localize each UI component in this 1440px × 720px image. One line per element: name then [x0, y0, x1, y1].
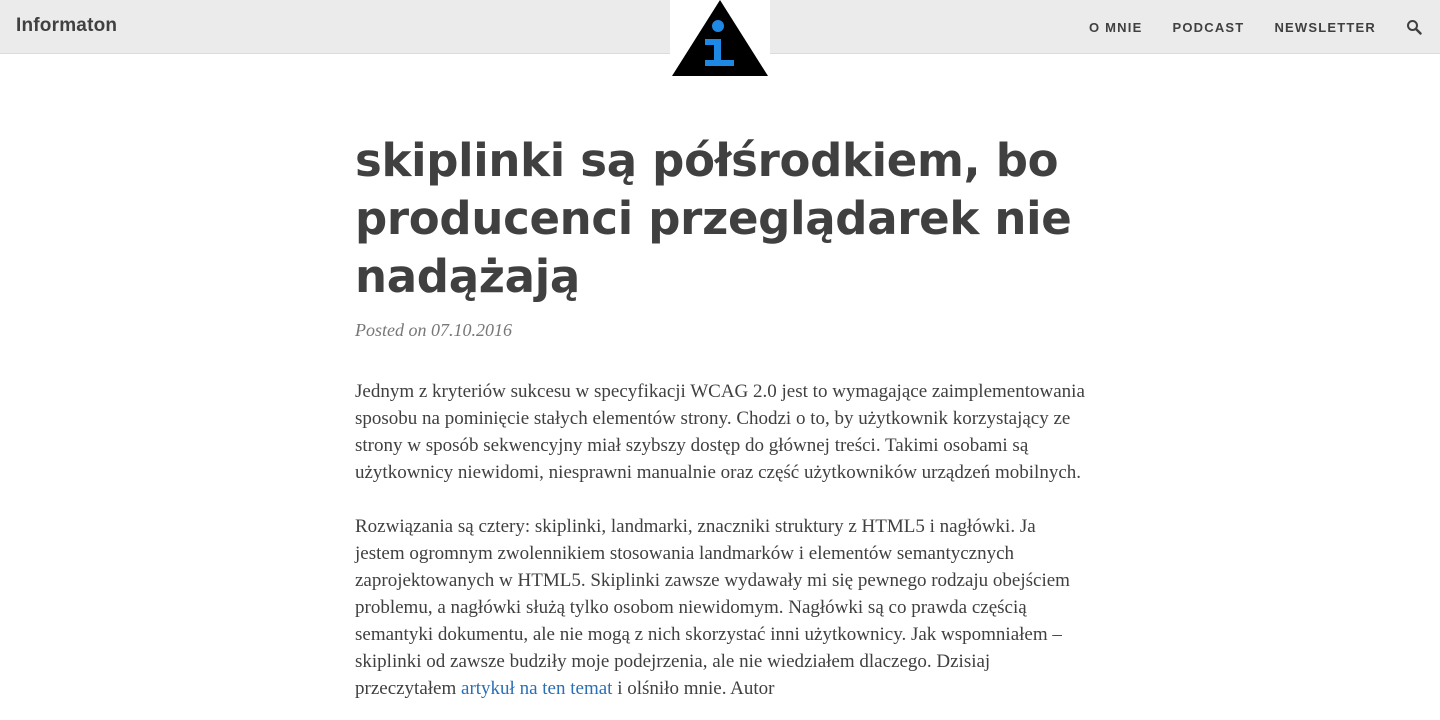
paragraph-2-text-end: i olśniło mnie. Autor: [612, 678, 775, 699]
article-paragraph-2: [355, 513, 1085, 702]
nav-o-mnie[interactable]: O MNIE: [1089, 19, 1143, 35]
post-meta: [355, 320, 1085, 341]
logo-icon: [670, 0, 770, 76]
article-paragraph-1: Jednym z kryteriów sukcesu w specyfikacji WCAG 2.0 jest to wymagające zaimplementowania sposobu na pominięcie stałych elementów strony. Chodzi o to, by użytkownik korzystający ze strony w sposób sekwencyjny miał szybszy dostęp do głównej treści. Takimi osobami są użytkownicy niewidomi, niesprawni manualnie oraz część użytkowników urządzeń mobilnych.: [355, 381, 1085, 483]
site-header: [0, 0, 1440, 54]
posted-label: Posted on: [355, 320, 427, 340]
article: [355, 132, 1085, 702]
article-link[interactable]: artykuł na ten temat: [461, 678, 613, 699]
search-button[interactable]: [1406, 19, 1422, 35]
article-title: skiplinki są półśrodkiem, bo producenci przeglądarek nie nadążają: [355, 134, 1072, 303]
paragraph-2-text: Rozwiązania są cztery: skiplinki, landmarki, znaczniki struktury z HTML5 i nagłówki. Ja jestem ogromnym zwolennikiem stosowania landmarków i elementów semantycznych zaprojektowanych w HTML5. Skiplinki zawsze wydawały mi się pewnego rodzaju obejściem problemu, a nagłówki służą tylko osobom niewidomym. Nagłówki są co prawda częścią semantyki dokumentu, ale nie mogą z nich skorzystać inni użytkownicy. Jak wspomniałem – skiplinki od zawsze budziły moje podejrzenia, ale nie wiedziałem dlaczego. Dzisiaj przeczytałem: [355, 516, 1070, 699]
nav-newsletter[interactable]: NEWSLETTER: [1274, 19, 1376, 35]
post-date-link[interactable]: 07.10.2016: [431, 320, 512, 340]
main-nav: [1089, 0, 1440, 54]
nav-podcast[interactable]: PODCAST: [1172, 19, 1245, 35]
info-triangle-logo[interactable]: [670, 0, 770, 76]
search-icon: [1406, 19, 1422, 35]
site-title-link[interactable]: Informaton: [16, 15, 118, 36]
